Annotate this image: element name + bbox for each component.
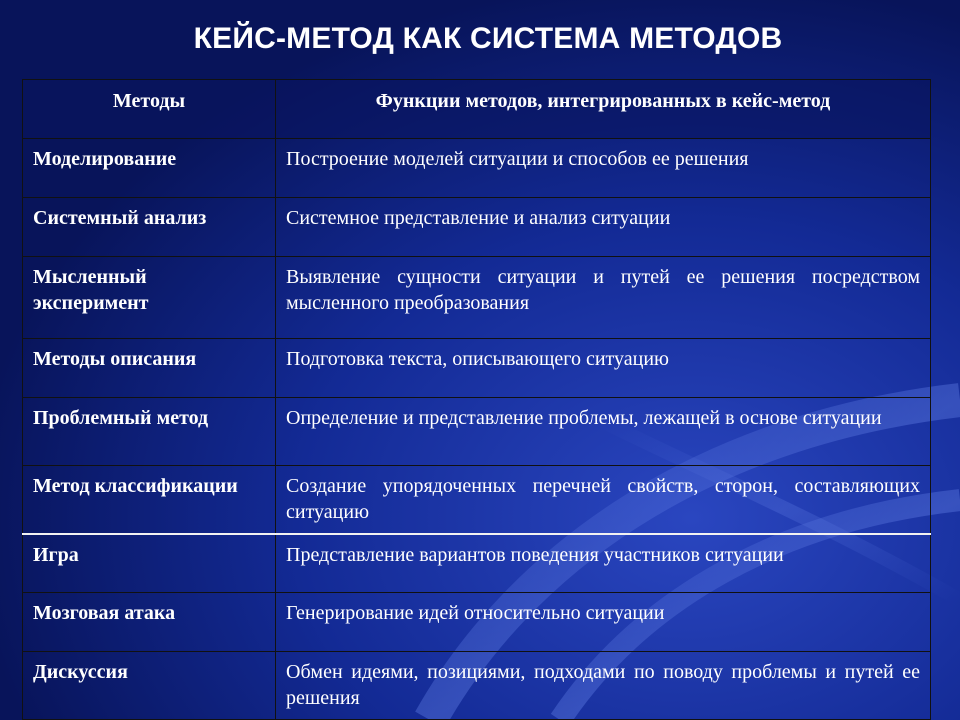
method-cell: Мозговая атака [23, 593, 276, 652]
method-cell: Метод классификации [23, 466, 276, 534]
table-row [23, 652, 931, 720]
function-cell: Определение и представление проблемы, лежащей в основе ситуации [276, 398, 931, 466]
table-row [23, 339, 931, 398]
table-row [23, 466, 931, 534]
table-row [23, 198, 931, 257]
function-cell: Генерирование идей относительно ситуации [276, 593, 931, 652]
header-methods: Методы [23, 80, 276, 139]
methods-table [22, 79, 931, 720]
method-cell: Игра [23, 534, 276, 593]
page-title: КЕЙС-МЕТОД КАК СИСТЕМА МЕТОДОВ [193, 22, 783, 55]
header-row [23, 80, 931, 139]
table-row [23, 398, 931, 466]
method-cell: Дискуссия [23, 652, 276, 720]
table-row [23, 139, 931, 198]
method-cell: Мысленный эксперимент [23, 257, 276, 339]
function-cell: Представление вариантов поведения участников ситуации [276, 534, 931, 593]
function-cell: Обмен идеями, позициями, подходами по поводу проблемы и путей ее решения [276, 652, 931, 720]
table-row [23, 534, 931, 593]
function-cell: Построение моделей ситуации и способов ее решения [276, 139, 931, 198]
function-cell: Создание упорядоченных перечней свойств, сторон, составляющих ситуацию [276, 466, 931, 534]
method-cell: Системный анализ [23, 198, 276, 257]
function-cell: Подготовка текста, описывающего ситуацию [276, 339, 931, 398]
table-row [23, 593, 931, 652]
method-cell: Проблемный метод [23, 398, 276, 466]
header-functions: Функции методов, интегрированных в кейс-метод [276, 80, 931, 139]
function-cell: Выявление сущности ситуации и путей ее решения посредством мысленного преобразования [276, 257, 931, 339]
method-cell: Методы описания [23, 339, 276, 398]
method-cell: Моделирование [23, 139, 276, 198]
function-cell: Системное представление и анализ ситуации [276, 198, 931, 257]
table-row [23, 257, 931, 339]
